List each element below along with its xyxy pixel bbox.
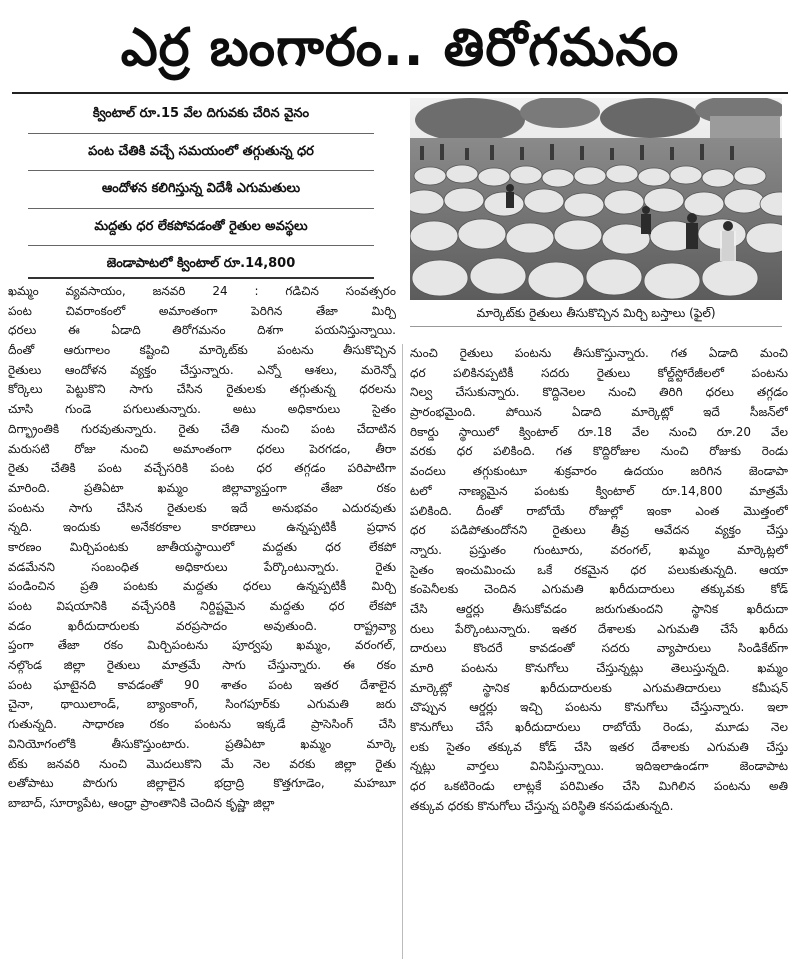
article-line: టలో నాణ్యమైన పంటకు క్వింటాల్‌ రూ.14,800 మాత్రమే [410, 483, 788, 498]
article-line: రికార్డు స్థాయిలో క్వింటాల్‌ రూ.18 వేల నుంచి రూ.20 వేల [410, 424, 788, 439]
article-line: నుంచి రైతులు పంటను తీసుకొస్తున్నారు. గత ఏడాది మంచి [410, 346, 788, 360]
article-line: దారులు కొందరే కావడంతో సదరు వ్యాపారులు సిండికేట్‌గా [410, 641, 788, 656]
article-line: ధరలు ఈ ఏడాది తిరోగమనం దిశగా పయనిస్తున్నాయి. [8, 323, 396, 338]
article-line: పంట విషయానికి వచ్చేసరికి నిర్దిష్టమైన మద్దతు ధర లేకపో [8, 599, 396, 613]
article-line: మార్కెట్లో స్థానిక ఖరీదుదారులకు ఎగుమతిదారులు కమీషన్‌ [410, 680, 788, 695]
article-column-left [8, 282, 396, 814]
article-line: తక్కువ ధరకు కొనుగోలు చేస్తున్న పరిస్థితి కనపడుతున్నది. [410, 798, 674, 813]
article-line: ఖమ్మం వ్యవసాయం, జనవరి 24 : గడిచిన సంవత్సరం [8, 284, 396, 298]
article-line: నిల్వ చేసుకున్నారు. కొద్దినెలల నుంచి తిరిగి ధరలు తగ్గడం [410, 385, 788, 400]
article-line: రైతులు ఆందోళన వ్యక్తం చేస్తున్నారు. ఎన్నో ఆశలు, మరెన్నో [8, 362, 396, 377]
article-line: కంపెనీలకు చెందిన ఎగుమతి ఖరీదుదారులు తక్కువకు కోడ్‌ [410, 582, 788, 597]
article-line: మరుసటి రోజు నుంచి అమాంతంగా ధరలు పెరగడం, తీరా [8, 441, 396, 456]
article-line: వడమేనని సంబంధిత అధికారులు పేర్కొంటున్నారు. రైతు [8, 559, 396, 574]
article-line: వందలు తగ్గుకుంటూ శుక్రవారం ఉదయం జరిగిన జెండాపా [410, 464, 788, 479]
article-line: ధర ఒకటిరెండు లాట్లకే పరిమితం చేసి మిగిలిన పంటను అతి [410, 779, 788, 794]
article-line: ప్తంగా తేజా రకం మిర్చిపంటను పూర్వపు ఖమ్మం, వరంగల్‌, [8, 638, 396, 653]
photo-caption: మార్కెట్‌కు రైతులు తీసుకొచ్చిన మిర్చి బస్తాలు (ఫైల్‌) [410, 300, 782, 327]
article-line: మారి పంటను కొనుగోలు చేస్తున్నట్లు తెలుస్తున్నది. ఖమ్మం [410, 661, 788, 675]
article-line: ప్రారంభమైంది. పోయిన ఏడాది మార్కెట్లో ఇదే సీజన్‌లో [410, 405, 788, 420]
article-line: దీంతో ఆరుగాలం కష్టించి మార్కెట్‌కు పంటను తీసుకొచ్చిన [8, 343, 396, 358]
article-line: వినియోగంలోకి తీసుకొస్తుంటారు. ప్రతిఏటా ఖమ్మం మార్కె [8, 736, 396, 751]
deck-line: పంట చేతికి వచ్చే సమయంలో తగ్గుతున్న ధర [28, 134, 374, 172]
article-line: చైనా, థాయిలాండ్‌, బ్యాంకాంగ్‌, సింగపూర్‌కు ఎగుమతి జరు [8, 697, 396, 712]
article-line: న్నది. ఇందుకు అనేకరకాల కారణాలు ఉన్నప్పటికీ ప్రధాన [8, 520, 396, 535]
article-line: రులు పేర్కొంటున్నారు. ఇతర దేశాలకు ఎగుమతి చేసే ఖరీదు [410, 621, 788, 636]
article-line: వరకు ధర పలికింది. గత కొద్దిరోజుల నుంచి రోజుకు రెండు [410, 444, 788, 459]
deck-rule [28, 277, 374, 279]
headline-rule [12, 92, 788, 94]
article-line: చొప్పున ఆర్డర్లు ఇచ్చి పంటను కొనుగోలు చేస్తున్నారు. ఇలా [410, 700, 788, 715]
article-line: బాబాద్‌, సూర్యాపేట, ఆంధ్రా ప్రాంతానికి చెందిన కృష్ణా జిల్లా [8, 795, 275, 810]
deck-list [28, 96, 374, 283]
deck-line: క్వింటాల్‌ రూ.15 వేల దిగువకు చేరిన వైనం [28, 96, 374, 134]
market-photo-graphic [410, 98, 782, 300]
article-line: గుతున్నది. సాధారణ రకం పంటను ఇక్కడే ప్రాసెసింగ్‌ చేసి [8, 717, 396, 732]
deck-line: ఆందోళన కలిగిస్తున్న విదేశీ ఎగుమతులు [28, 171, 374, 209]
article-line: లతోపాటు పొరుగు జిల్లాలైన భద్రాద్రి కొత్తగూడెం, మహబూ [8, 776, 396, 791]
market-photo [410, 98, 782, 300]
column-divider [402, 344, 403, 959]
article-column-right [410, 344, 788, 817]
article-line: చూసి గుండె పగులుతున్నారు. అటు అధికారులు సైతం [8, 402, 396, 417]
deck-line: జెండాపాటలో క్వింటాల్‌ రూ.14,800 [106, 256, 296, 271]
article-line: దిగ్భ్రాంతికి గురవుతున్నారు. రైతు చేతి నుంచి పంట చేదాటిన [8, 421, 396, 436]
article-line: పలికింది. దీంతో రాబోయే రోజుల్లో ఇంకా ఎంత మొత్తంలో [410, 503, 788, 518]
article-line: పంట ఘాటైనది కావడంతో 90 శాతం పంట ఇతర దేశాలైన [8, 677, 396, 692]
article-line: న్నారు. ప్రస్తుతం గుంటూరు, వరంగల్‌, ఖమ్మం మార్కెట్లలో [410, 542, 788, 557]
article-line: కోర్కెలు పెట్టుకొని సాగు చేసిన రైతులకు తగ్గుతున్న ధరలను [8, 382, 396, 397]
article-line: సైతం ఇంచుమించు ఒకే రకమైన ధర పలుకుతున్నది. ఆయా [410, 562, 788, 577]
article-line: కారణం మిర్చిపంటకు జాతీయస్థాయిలో మద్దతు ధర లేకపో [8, 539, 396, 554]
article-line: వడం ఖరీదుదారులకు వరప్రసాదం అవుతుంది. రాష్ట్రవ్యా [8, 618, 396, 633]
headline: ఎర్ర బంగారం.. తిరోగమనం [120, 18, 680, 78]
article-line: న్నట్లు వార్తలు వినిపిస్తున్నాయి. ఇదిఇలాఉండగా జెండాపాట [410, 759, 788, 774]
article-line: మారింది. ప్రతిఏటా ఖమ్మం జిల్లావ్యాప్తంగా తేజా రకం [8, 480, 396, 495]
article-line: నల్గొండ జిల్లా రైతులు మాత్రమే సాగు చేస్తున్నారు. ఈ రకం [8, 658, 396, 673]
article-line: ట్‌కు జనవరి నుంచి మొదలుకొని మే నెల వరకు జిల్లా రైతు [8, 756, 396, 771]
article-line: ధర పడిపోతుందోనని రైతులు తీవ్ర ఆవేదన వ్యక్తం చేస్తు [410, 523, 788, 538]
article-line: పండించిన ప్రతి పంటకు మద్దతు ధరలు ఉన్నప్పటికీ మిర్చి [8, 579, 396, 594]
article-line: ధర పలికినప్పటికీ సదరు రైతులు కోల్డ్‌స్టోరేజీలలో పంటను [410, 365, 788, 380]
article-line: పంట చివరాంకంలో అమాంతంగా పెరిగిన తేజా మిర్చి [8, 303, 396, 318]
deck-line: మద్దతు ధర లేకపోవడంతో రైతుల అవస్థలు [28, 209, 374, 247]
article-line: రైతు చేతికి పంట వచ్చేసరికి పంట ధర తగ్గడం పరిపాటిగా [8, 461, 396, 476]
article-line: చేసి ఆర్డర్లు తీసుకోవడం జరుగుతుందని స్థానిక ఖరీదుదా [410, 601, 788, 616]
article-line: లకు సైతం తక్కువ కోడ్‌ చేసి ఇతర దేశాలకు ఎగుమతి చేస్తు [410, 739, 788, 754]
article-line: పంటను సాగు చేసిన రైతులకు ఇదే అనుభవం ఎదురవుతు [8, 500, 396, 515]
article-line: కొనుగోలు చేసే ఖరీదుదారులు రాబోయే రెండు, మూడు నెల [410, 720, 788, 735]
